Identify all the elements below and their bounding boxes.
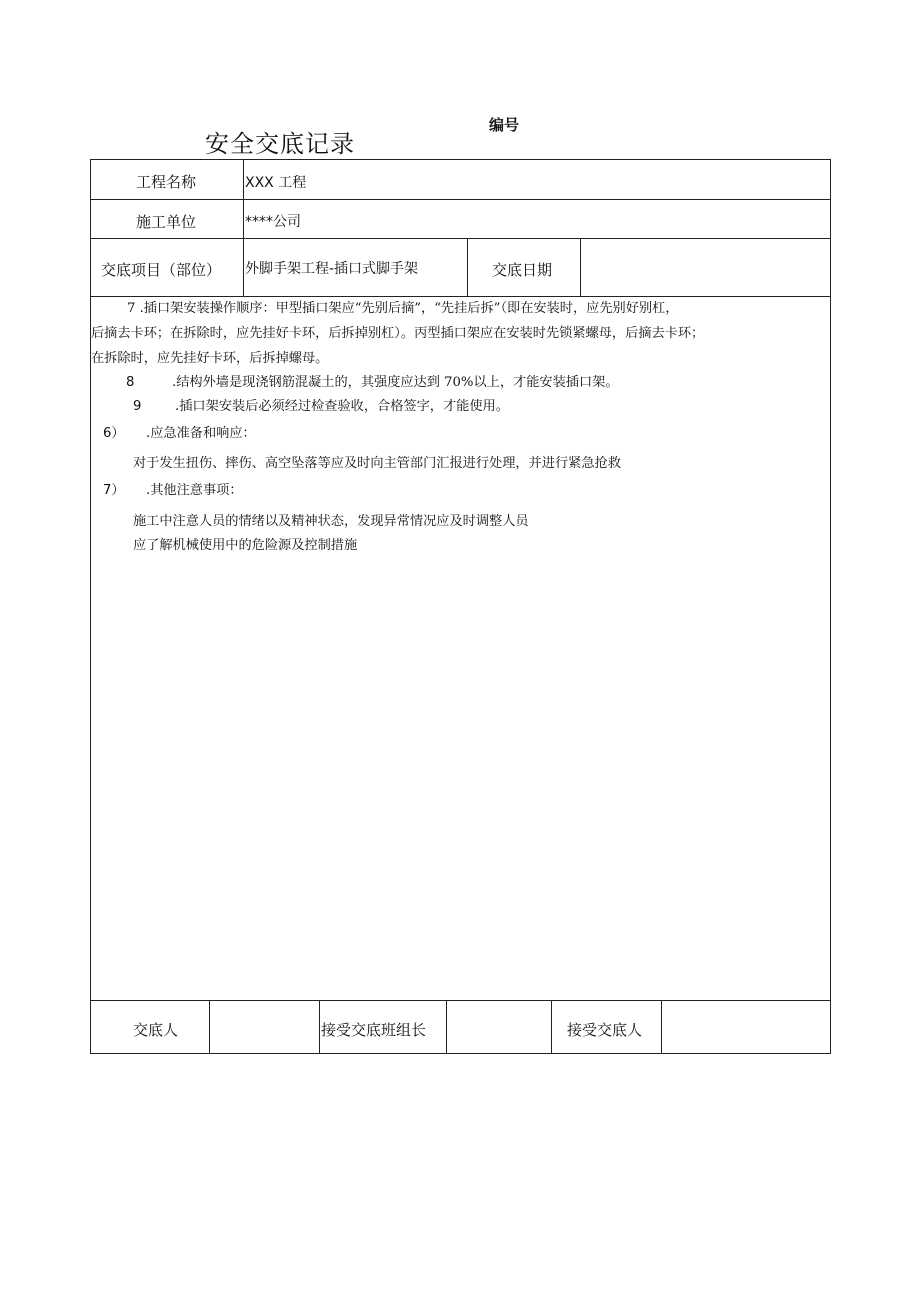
content-item-number: 6）	[103, 426, 125, 441]
content-line: .应急准备和响应：	[146, 426, 256, 441]
content-item-number: 9	[133, 399, 142, 414]
project-name-label: 工程名称	[136, 173, 197, 191]
content-line: .结构外墙是现浇钢筋混凝土的，其强度应达到 70%以上，才能安装插口架。	[172, 375, 619, 390]
contractor-label: 施工单位	[136, 213, 197, 231]
content-line: 应了解机械使用中的危险源及控制措施	[133, 538, 358, 553]
content-line: .插口架安装后必须经过检查验收，合格签字，才能使用。	[175, 399, 509, 414]
disclosure-item-label: 交底项目（部位）	[101, 261, 222, 279]
content-line: 施工中注意人员的情绪以及精神状态，发现异常情况应及时调整人员	[133, 514, 529, 529]
content-line: 7 .插口架安装操作顺序：甲型插口架应“先别后摘”，“先挂后拆”（即在安装时，应先别好别杠，	[127, 301, 679, 316]
discloser-label: 交底人	[133, 1021, 179, 1039]
content-item-number: 7）	[103, 483, 125, 498]
disclosure-date-label: 交底日期	[492, 261, 553, 279]
content-line: 在拆除时，应先挂好卡环，后拆掉螺母。	[91, 351, 329, 366]
receiver-label: 接受交底人	[567, 1021, 643, 1039]
team-leader-label: 接受交底班组长	[321, 1021, 427, 1039]
contractor-value: ****公司	[245, 214, 301, 230]
content-line: .其他注意事项：	[146, 483, 243, 498]
serial-number-label: 编号	[489, 116, 520, 134]
content-item-number: 8	[126, 375, 135, 390]
content-line: 对于发生扭伤、摔伤、高空坠落等应及时向主管部门汇报进行处理，并进行紧急抢救	[133, 456, 621, 471]
project-name-value: XXX 工程	[245, 175, 307, 191]
document-title: 安全交底记录	[205, 130, 355, 158]
content-line: 后摘去卡环；在拆除时，应先挂好卡环，后拆掉别杠）。丙型插口架应在安装时先锁紧螺母，后摘去卡环；	[91, 326, 705, 341]
disclosure-item-value: 外脚手架工程-插口式脚手架	[245, 261, 419, 277]
